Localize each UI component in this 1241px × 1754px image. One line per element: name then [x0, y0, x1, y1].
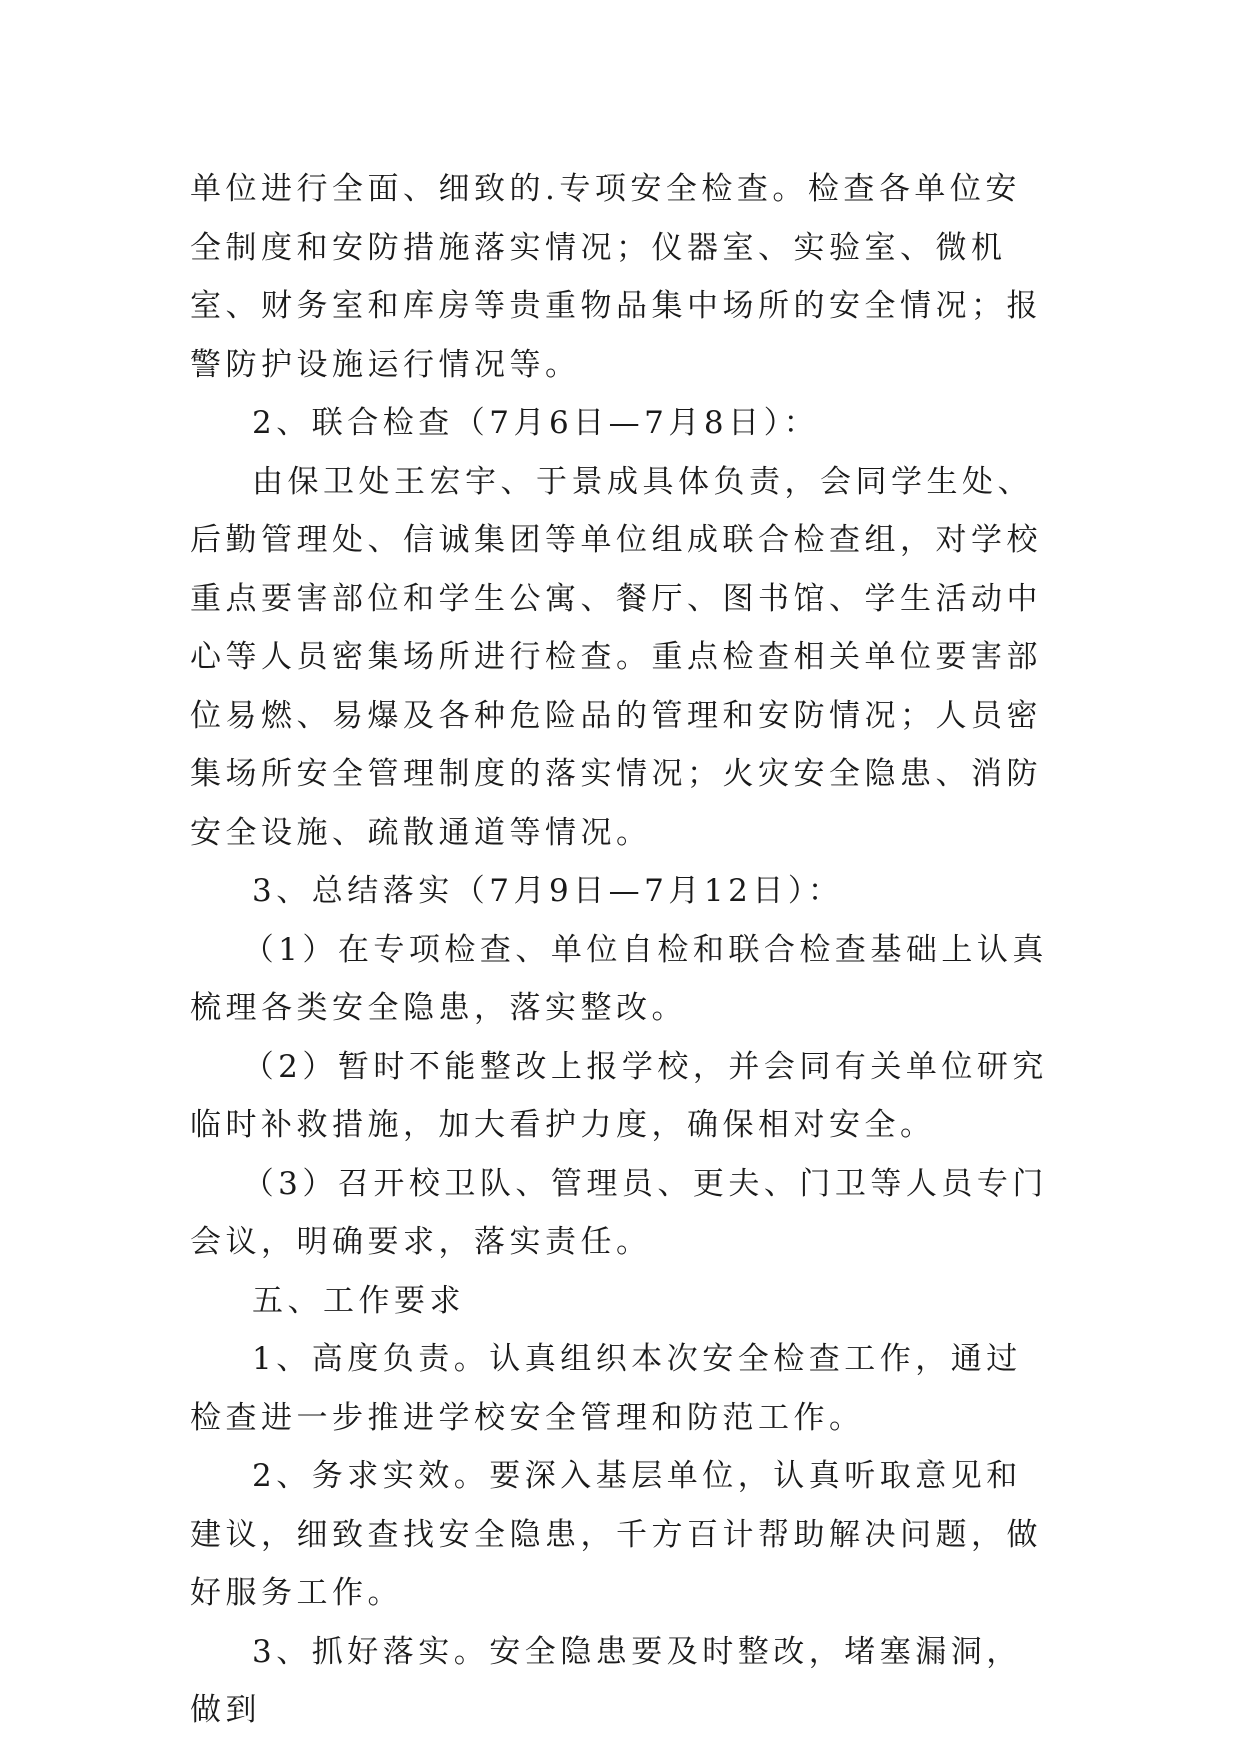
section-heading-summary: 3、总结落实（7月9日—7月12日）： — [252, 873, 844, 909]
section-heading-joint-inspection: 2、联合检查（7月6日—7月8日）： — [252, 405, 820, 441]
list-item-1: （1）在专项检查、单位自检和联合检查基础上认真梳理各类安全隐患，落实整改。 — [190, 931, 1048, 1026]
paragraph-joint-inspection: 由保卫处王宏宇、于景成具体负责，会同学生处、后勤管理处、信诚集团等单位组成联合检查组，对学校重点要害部位和学生公寓、餐厅、图书馆、学生活动中心等人员密集场所进行检查。重点检查相关单位要害部位易燃、易爆及各种危险品的管理和安防情况；人员密集场所安全管理制度的落实情况；火灾安全隐患、消防安全设施、疏散通道等情况。 — [190, 463, 1042, 851]
document-body — [190, 160, 1050, 1740]
requirement-2: 2、务求实效。要深入基层单位，认真听取意见和建议，细致查找安全隐患，千方百计帮助解决问题，做好服务工作。 — [190, 1458, 1042, 1611]
requirement-3: 3、抓好落实。安全隐患要及时整改，堵塞漏洞，做到 — [190, 1633, 1022, 1728]
section-heading-work-requirements: 五、工作要求 — [252, 1282, 465, 1319]
list-item-2: （2）暂时不能整改上报学校，并会同有关单位研究临时补救措施，加大看护力度，确保相对安全。 — [190, 1048, 1048, 1143]
list-item-3: （3）召开校卫队、管理员、更夫、门卫等人员专门会议，明确要求，落实责任。 — [190, 1165, 1048, 1260]
requirement-1: 1、高度负责。认真组织本次安全检查工作，通过检查进一步推进学校安全管理和防范工作。 — [190, 1341, 1022, 1436]
paragraph-1: 单位进行全面、细致的.专项安全检查。检查各单位安全制度和安防措施落实情况；仪器室、实验室、微机室、财务室和库房等贵重物品集中场所的安全情况；报警防护设施运行情况等。 — [190, 171, 1042, 383]
